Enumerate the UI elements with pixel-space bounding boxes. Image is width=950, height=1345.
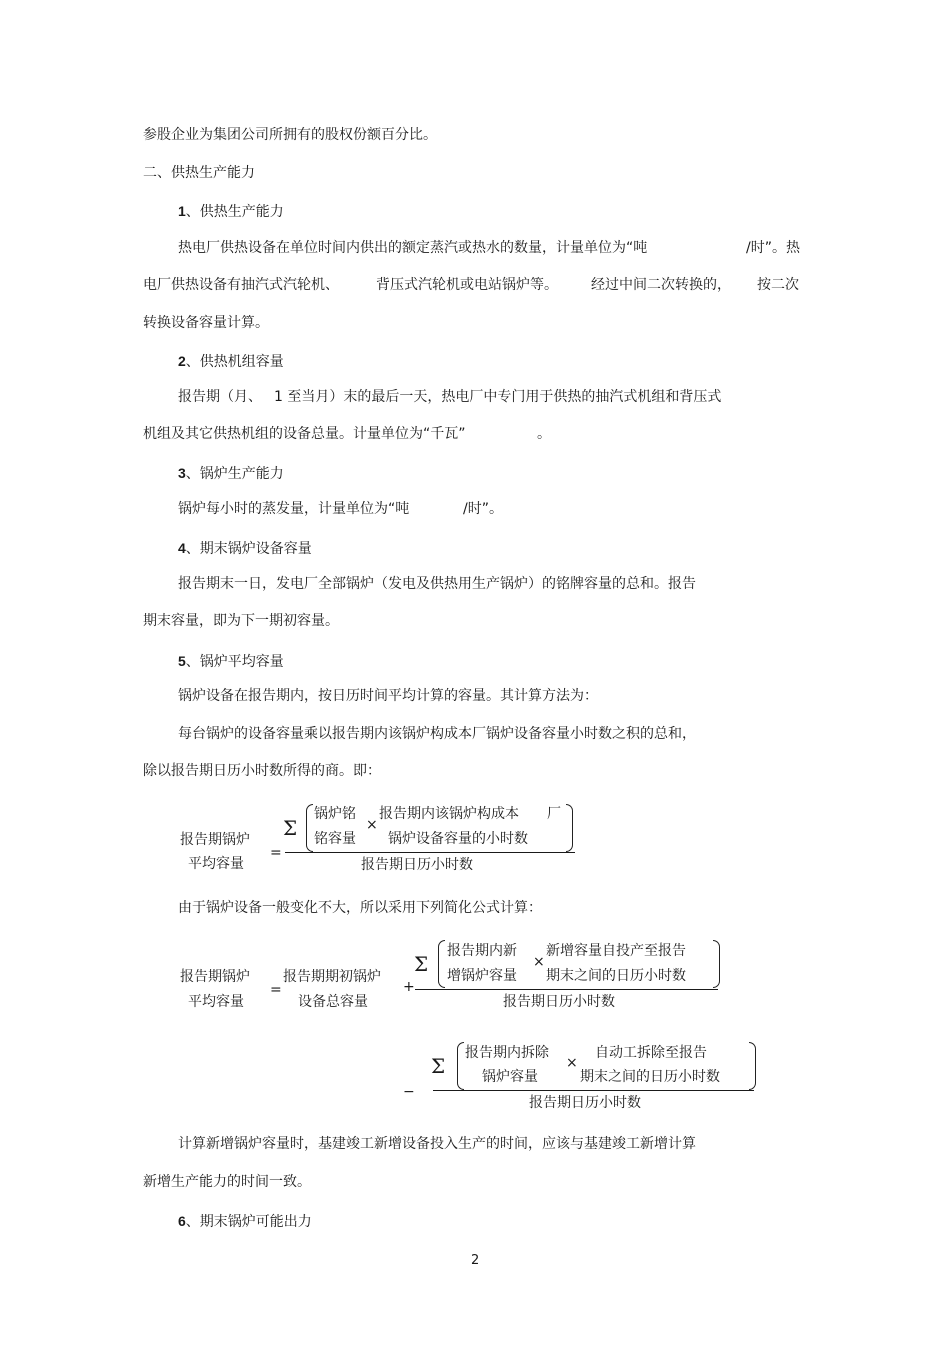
formula-term: 报告期内新 <box>447 943 517 959</box>
formula-term: 设备总容量 <box>298 994 368 1010</box>
subsection-heading-2: 2、供热机组容量 <box>178 353 284 370</box>
paragraph-line: 机组及其它供热机组的设备总量。计量单位为“千瓦” <box>143 426 466 442</box>
right-paren <box>566 804 573 852</box>
formula-term: 锅炉容量 <box>482 1069 538 1085</box>
paragraph-line: 经过中间二次转换的， <box>591 277 731 293</box>
formula-lhs: 报告期锅炉 <box>180 832 250 848</box>
formula-lhs: 平均容量 <box>188 856 244 872</box>
paragraph-line: 计算新增锅炉容量时，基建竣工新增设备投入生产的时间，应该与基建竣工新增计算 <box>178 1136 696 1152</box>
paragraph-line: 报告期（月、 <box>178 389 262 405</box>
fraction-line <box>433 1090 754 1091</box>
paragraph-line: /时”。 <box>463 501 503 517</box>
formula-term: 锅炉铭 <box>314 806 356 822</box>
formula-term: 铭容量 <box>314 831 356 847</box>
sigma-symbol: Σ <box>283 816 298 840</box>
paragraph-line: 热电厂供热设备在单位时间内供出的额定蒸汽或热水的数量，计量单位为“吨 <box>178 240 648 256</box>
formula-term: 厂 <box>547 806 561 822</box>
formula-denominator: 报告期日历小时数 <box>361 857 473 873</box>
formula-term: 增锅炉容量 <box>447 968 517 984</box>
fraction-line <box>415 989 718 990</box>
subsection-heading-6: 6、期末锅炉可能出力 <box>178 1213 312 1230</box>
section-heading: 二、供热生产能力 <box>143 165 255 181</box>
times-symbol: × <box>366 817 378 833</box>
paragraph-line: /时”。热 <box>746 240 800 256</box>
paragraph-line: 1 至当月）末的最后一天，热电厂中专门用于供热的抽汽式机组和背压式 <box>274 389 722 405</box>
formula-term: 期末之间的日历小时数 <box>546 968 686 984</box>
paragraph-line: 新增生产能力的时间一致。 <box>143 1174 311 1190</box>
fraction-line <box>285 852 575 853</box>
right-paren <box>749 1042 756 1090</box>
left-paren <box>457 1042 464 1090</box>
paragraph-line: 报告期末一日，发电厂全部锅炉（发电及供热用生产锅炉）的铭牌容量的总和。报告 <box>178 576 696 592</box>
right-paren <box>713 940 720 988</box>
formula-term: 报告期内拆除 <box>465 1045 549 1061</box>
paragraph-line: 锅炉设备在报告期内，按日历时间平均计算的容量。其计算方法为： <box>178 688 598 704</box>
equals-sign: = <box>270 845 282 861</box>
paragraph-line: 电厂供热设备有抽汽式汽轮机、 <box>143 277 339 293</box>
formula-denominator: 报告期日历小时数 <box>529 1095 641 1111</box>
formula-term: 锅炉设备容量的小时数 <box>388 831 528 847</box>
times-symbol: × <box>533 954 545 970</box>
sigma-symbol: Σ <box>431 1054 446 1078</box>
paragraph-line: 锅炉每小时的蒸发量，计量单位为“吨 <box>178 501 410 517</box>
left-paren <box>438 940 445 988</box>
subsection-heading-1: 1、供热生产能力 <box>178 203 284 220</box>
formula-term: 报告期内该锅炉构成本 <box>379 806 519 822</box>
formula-term: 期末之间的日历小时数 <box>580 1069 720 1085</box>
formula-lhs: 报告期锅炉 <box>180 969 250 985</box>
paragraph-text: 参股企业为集团公司所拥有的股权份额百分比。 <box>143 127 437 143</box>
page-number: 2 <box>471 1253 480 1268</box>
paragraph-line: 期末容量，即为下一期初容量。 <box>143 613 339 629</box>
subsection-heading-4: 4、期末锅炉设备容量 <box>178 540 312 557</box>
formula-term: 报告期期初锅炉 <box>283 969 381 985</box>
formula-term: 自动工拆除至报告 <box>595 1045 707 1061</box>
sigma-symbol: Σ <box>414 952 429 976</box>
paragraph-line: 。 <box>537 426 551 442</box>
formula-lhs: 平均容量 <box>188 994 244 1010</box>
paragraph-line: 按二次 <box>757 277 799 293</box>
paragraph-line: 转换设备容量计算。 <box>143 315 269 331</box>
subsection-heading-5: 5、锅炉平均容量 <box>178 653 284 670</box>
left-paren <box>306 804 313 852</box>
paragraph-line: 由于锅炉设备一般变化不大，所以采用下列简化公式计算： <box>178 900 542 916</box>
paragraph-line: 除以报告期日历小时数所得的商。即： <box>143 763 381 779</box>
equals-sign: = <box>270 982 282 998</box>
minus-sign: − <box>403 1084 415 1100</box>
formula-term: 新增容量自投产至报告 <box>546 943 686 959</box>
paragraph-line: 每台锅炉的设备容量乘以报告期内该锅炉构成本厂锅炉设备容量小时数之积的总和， <box>178 726 696 742</box>
formula-denominator: 报告期日历小时数 <box>503 994 615 1010</box>
paragraph-line: 背压式汽轮机或电站锅炉等。 <box>376 277 558 293</box>
plus-sign: + <box>403 979 415 995</box>
times-symbol: × <box>566 1055 578 1071</box>
subsection-heading-3: 3、锅炉生产能力 <box>178 465 284 482</box>
